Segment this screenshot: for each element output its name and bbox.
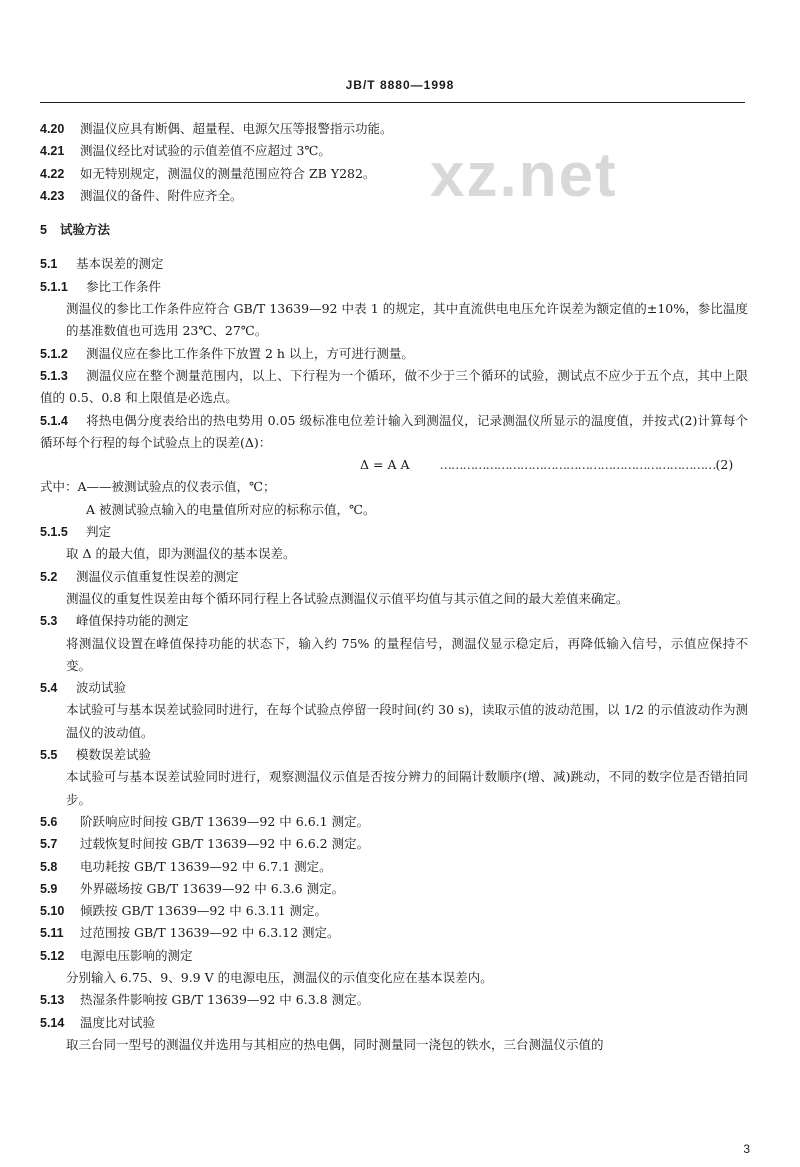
section-5-heading [40,219,748,241]
clause-5-4 [40,677,748,699]
clause-5-11 [40,922,748,944]
section-number: 5 [40,223,47,238]
clause-text: 将热电偶分度表给出的热电势用 0.05 级标准电位差计输入到测温仪，记录测温仪所显示的温度值，并按式(2)计算每个循环每个行程的每个试验点上的误差(Δ)： [40,412,748,450]
clause-number: 4.23 [40,188,65,203]
clause-5-1-3 [40,365,748,410]
equation-2 [40,454,748,476]
clause-5-1-5 [40,521,748,543]
clause-title: 判定 [86,524,112,540]
clause-5-14-body: 取三台同一型号的测温仪并选用与其相应的热电偶，同时测量同一浇包的铁水，三台测温仪示值的 [66,1036,604,1052]
clause-title: 峰值保持功能的测定 [76,613,189,629]
section-title: 试验方法 [60,222,111,238]
clause-5-9 [40,878,748,900]
clause-number: 5.1.1 [40,279,68,294]
clause-number: 5.1.5 [40,525,68,540]
clause-number: 5.12 [40,948,65,963]
standard-header: JB/T 8880—1998 [345,78,455,92]
clause-5-6 [40,811,748,833]
clause-text: 如无特别规定，测温仪的测量范围应符合 ZB Y282。 [80,165,376,181]
clause-number: 5.2 [40,569,58,584]
clause-text: 测温仪的备件、附件应齐全。 [80,187,243,203]
clause-title: 电源电压影响的测定 [80,947,193,963]
clause-number: 4.20 [40,122,65,136]
clause-number: 5.8 [40,859,58,874]
clause-number: 4.22 [40,166,65,181]
clause-5-1 [40,253,748,275]
clause-number: 5.1.4 [40,413,68,428]
clause-text: 热湿条件影响按 GB/T 13639—92 中 6.3.8 测定。 [80,992,370,1008]
where-line-2: A 被测试验点输入的电量值所对应的标称示值，℃。 [86,501,376,517]
clause-5-2-body: 测温仪的重复性误差由每个循环同行程上各试验点测温仪示值平均值与其示值之间的最大差值来确定。 [66,590,629,606]
clause-number: 5.7 [40,837,58,852]
clause-text: 测温仪应在整个测量范围内，以上、下行程为一个循环，做不少于三个循环的试验，测试点不应少于五个点，其中上限值的 0.5、0.8 和上限值是必选点。 [40,367,748,406]
clause-number: 5.4 [40,681,58,696]
clause-text: 测温仪经比对试验的示值差值不应超过 3℃。 [80,143,331,159]
clause-title: 参比工作条件 [86,278,162,294]
header-rule [40,102,745,103]
clause-5-2 [40,566,748,588]
clause-text: 外界磁场按 GB/T 13639—92 中 6.3.6 测定。 [80,880,345,896]
clause-number: 5.14 [40,1015,65,1030]
clause-4-22 [40,163,748,185]
clause-number: 5.5 [40,748,58,763]
clause-title: 波动试验 [76,680,127,696]
clause-5-12 [40,945,748,967]
clause-5-1-4 [40,410,748,455]
page-number: 3 [743,1142,750,1156]
clause-5-5-body: 本试验可与基本误差试验同时进行，观察测温仪示值是否按分辨力的间隔计数顺序(增、减)跳动，不同的数字位是否错拍同步。 [66,769,748,807]
clause-4-23 [40,185,748,207]
clause-5-8 [40,856,748,878]
clause-5-1-2 [40,343,748,365]
clause-5-12-body: 分别输入 6.75、9、9.9 V 的电源电压，测温仪的示值变化应在基本误差内。 [66,969,493,985]
clause-5-13 [40,989,748,1011]
clause-5-3-body: 将测温仪设置在峰值保持功能的状态下，输入约 75% 的量程信号，测温仪显示稳定后，再降低输入信号，示值应保持不变。 [66,635,748,673]
clause-5-1-1 [40,276,748,298]
clause-5-14 [40,1012,748,1034]
equation-label: (2) [715,457,734,473]
clause-number: 5.1.3 [40,368,68,383]
clause-text: 电功耗按 GB/T 13639—92 中 6.7.1 测定。 [80,858,332,874]
clause-title: 基本误差的测定 [76,256,164,272]
watermark: xz.net [430,141,618,210]
clause-title: 温度比对试验 [80,1014,156,1030]
clause-text: 过范围按 GB/T 13639—92 中 6.3.12 测定。 [80,925,340,941]
clause-number: 4.21 [40,144,65,159]
document-body [40,118,748,1056]
clause-5-3 [40,610,748,632]
clause-5-4-body: 本试验可与基本误差试验同时进行，在每个试验点停留一段时间(约 30 s)，读取示值的波动范围，以 1/2 的示值波动作为测温仪的波动值。 [66,702,748,740]
clause-title: 模数误差试验 [76,747,152,763]
clause-5-10 [40,900,748,922]
clause-5-1-5-body: 取 Δ 的最大值，即为测温仪的基本误差。 [66,546,296,562]
clause-5-1-1-body: 测温仪的参比工作条件应符合 GB/T 13639—92 中表 1 的规定，其中直流供电电压允许误差为额定值的±10%，参比温度的基准数值也可选用 23℃、27℃。 [66,301,748,339]
clause-5-5 [40,744,748,766]
clause-number: 5.1 [40,257,58,272]
clause-text: 测温仪应在参比工作条件下放置 2 h 以上，方可进行测量。 [86,345,414,361]
clause-number: 5.13 [40,993,65,1008]
equation-leader: ……………………………………………………………… [439,457,716,473]
clause-number: 5.11 [40,926,64,941]
clause-4-20 [40,118,748,140]
clause-text: 阶跃响应时间按 GB/T 13639—92 中 6.6.1 测定。 [80,813,370,829]
equation-expression: Δ = A A [360,457,410,473]
clause-number: 5.9 [40,881,58,896]
clause-5-7 [40,833,748,855]
clause-4-21 [40,140,748,162]
clause-text: 过载恢复时间按 GB/T 13639—92 中 6.6.2 测定。 [80,836,370,852]
clause-number: 5.3 [40,614,58,629]
where-line-1: 式中：A——被测试验点的仪表示值，℃； [40,479,276,495]
clause-number: 5.10 [40,904,65,919]
clause-number: 5.6 [40,814,58,829]
clause-text: 倾跌按 GB/T 13639—92 中 6.3.11 测定。 [80,903,328,919]
clause-text: 测温仪应具有断偶、超量程、电源欠压等报警指示功能。 [80,121,393,136]
clause-number: 5.1.2 [40,346,68,361]
clause-title: 测温仪示值重复性误差的测定 [76,568,239,584]
